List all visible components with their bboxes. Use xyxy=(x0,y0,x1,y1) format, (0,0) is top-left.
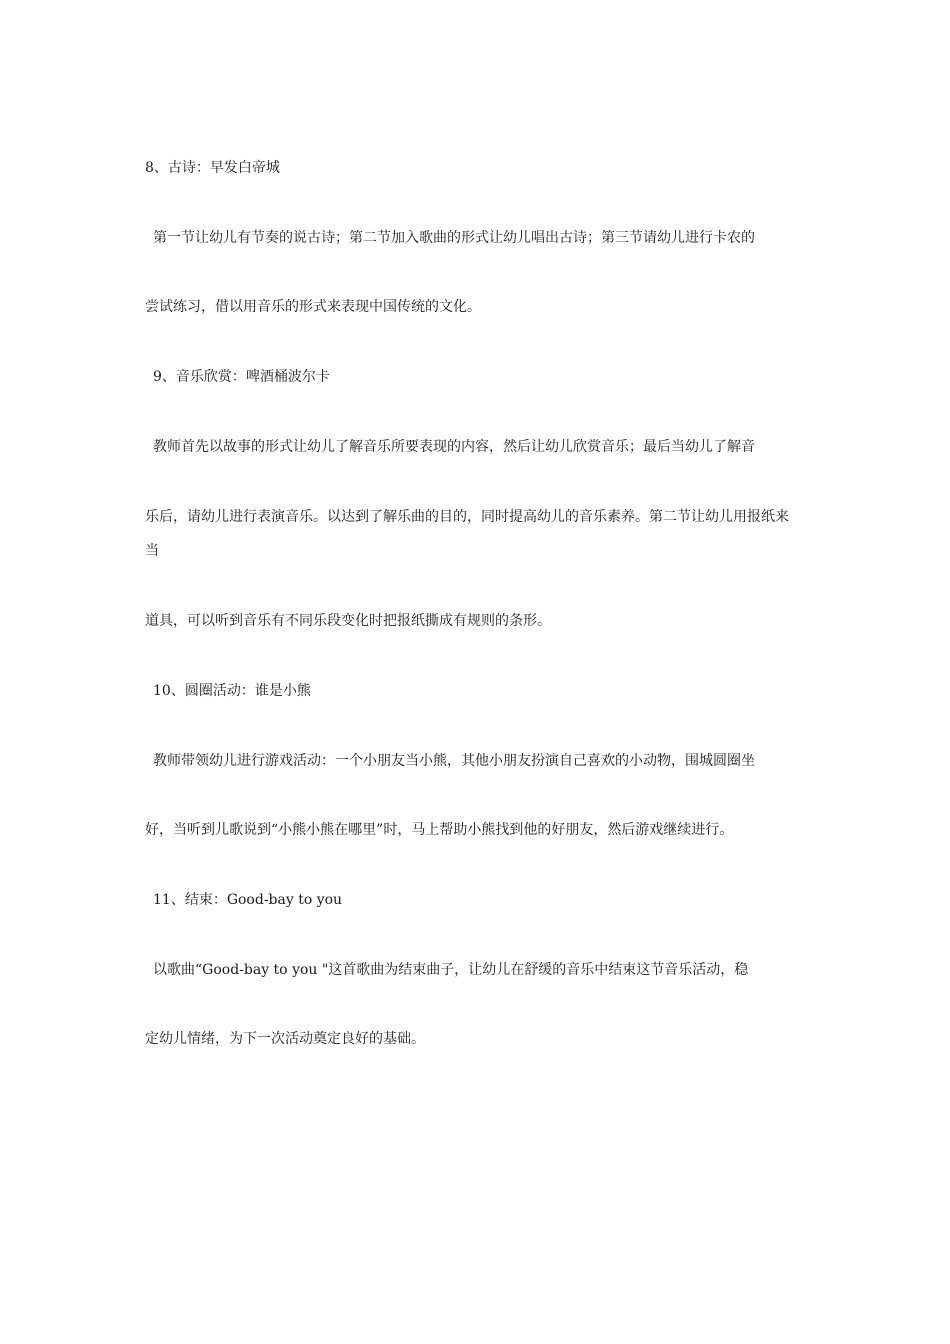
paragraph-line: 乐后，请幼儿进行表演音乐。以达到了解乐曲的目的，同时提高幼儿的音乐素养。第二节让幼儿用报纸来 xyxy=(145,509,789,525)
paragraph-line: 尝试练习，借以用音乐的形式来表现中国传统的文化。 xyxy=(145,299,481,315)
paragraph-line: 教师带领幼儿进行游戏活动：一个小朋友当小熊，其他小朋友扮演自己喜欢的小动物，围城圆圈坐 xyxy=(153,753,755,769)
paragraph-line: 以歌曲“Good-bay to you "这首歌曲为结束曲子，让幼儿在舒缓的音乐中结束这节音乐活动，稳 xyxy=(153,962,749,978)
section-heading-9: 9、音乐欣赏：啤酒桶波尔卡 xyxy=(153,369,330,385)
paragraph-line: 道具，可以听到音乐有不同乐段变化时把报纸撕成有规则的条形。 xyxy=(145,613,551,629)
paragraph-line: 定幼儿情绪，为下一次活动奠定良好的基础。 xyxy=(145,1031,425,1047)
paragraph-line: 第一节让幼儿有节奏的说古诗；第二节加入歌曲的形式让幼儿唱出古诗；第三节请幼儿进行卡农的 xyxy=(153,230,755,246)
paragraph-line: 当 xyxy=(145,543,159,559)
section-heading-8: 8、古诗：早发白帝城 xyxy=(145,160,280,176)
paragraph-line: 好，当听到儿歌说到“小熊小熊在哪里”时，马上帮助小熊找到他的好朋友，然后游戏继续进行。 xyxy=(145,822,734,838)
section-heading-11: 11、结束：Good-bay to you xyxy=(153,892,343,908)
section-heading-10: 10、圆圈活动：谁是小熊 xyxy=(153,683,311,699)
paragraph-line: 教师首先以故事的形式让幼儿了解音乐所要表现的内容，然后让幼儿欣赏音乐；最后当幼儿了解音 xyxy=(153,439,755,455)
